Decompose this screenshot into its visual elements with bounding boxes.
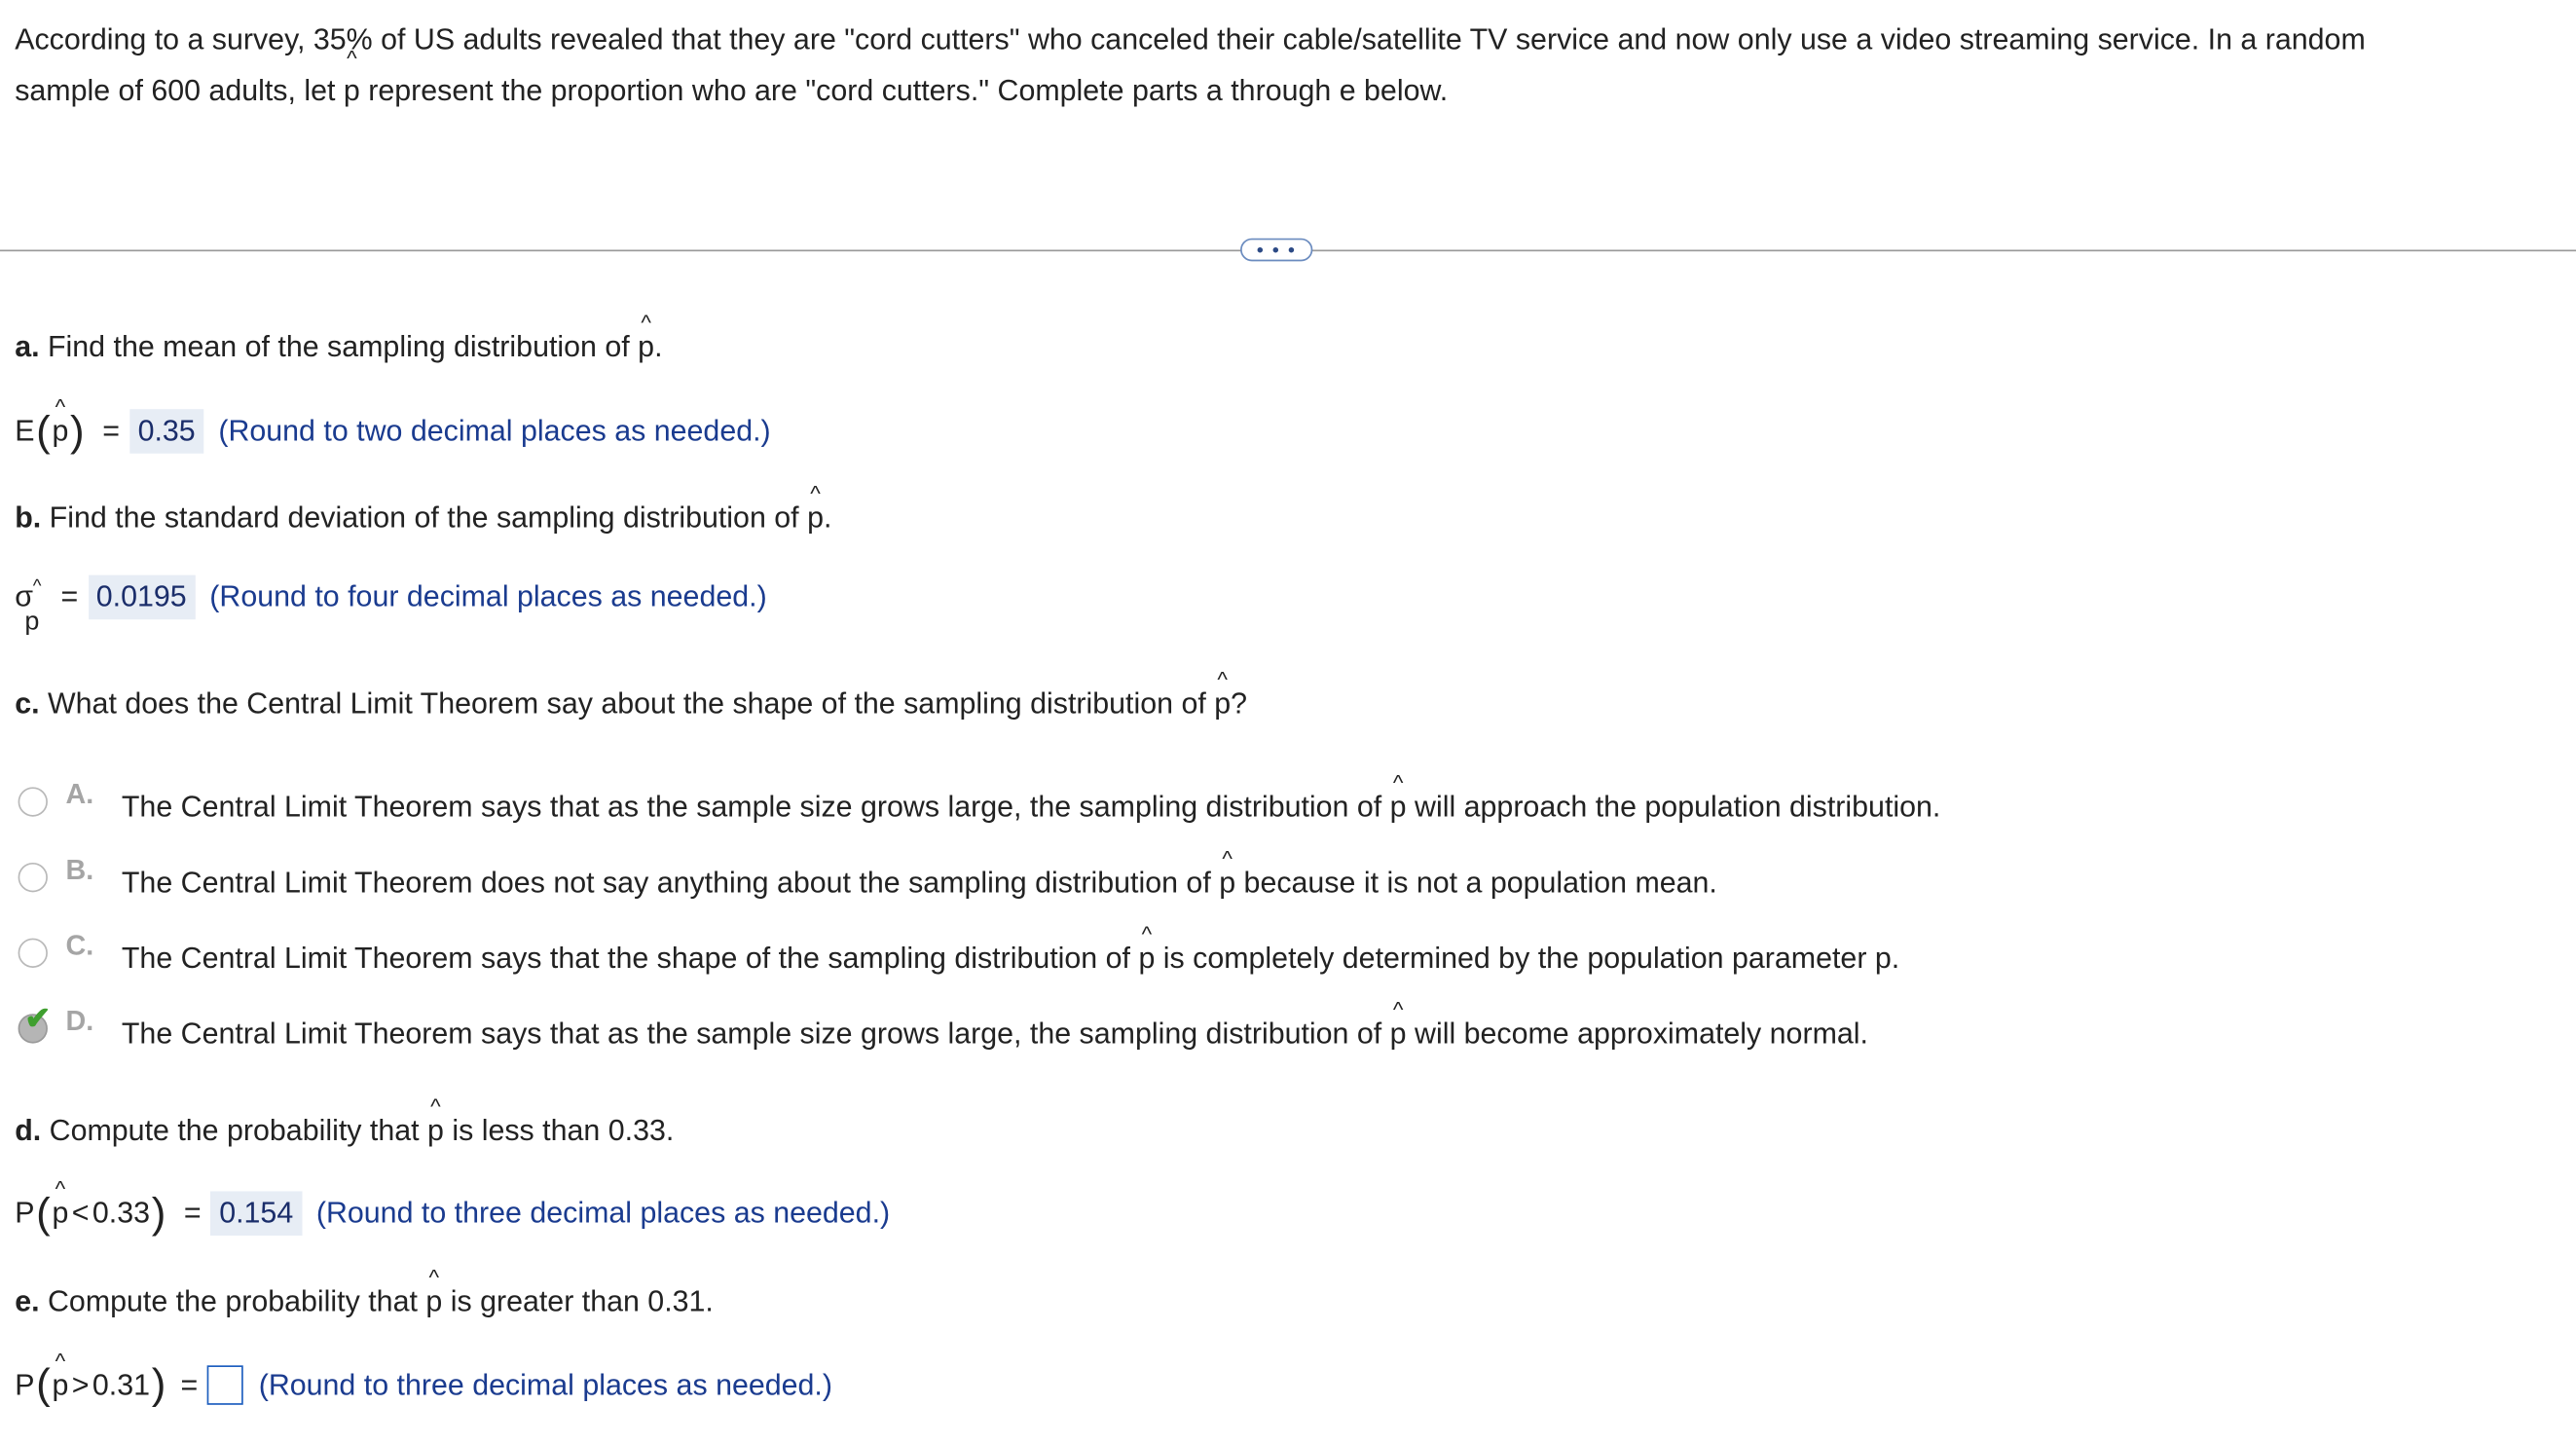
part-c-label: c. [15,686,40,721]
radio-option-a[interactable] [18,787,48,816]
p-hat-symbol: ^ p [344,66,360,117]
p-hat-symbol: ^ p [52,414,68,448]
option-a-text: The Central Limit Theorem says that as the sample size grows large, the sampling distribution of ^ p will approach the population distribution. [122,791,1941,825]
option-c-text: The Central Limit Theorem says that the shape of the sampling distribution of ^ p is completely determined by the population parameter p. [122,942,1899,976]
p-hat-symbol: ^ p [1214,686,1231,721]
intro-line-1: According to a survey, 35% of US adults revealed that they are "cord cutters" who canceled their cable/satellite TV service and now only use a video streaming service. In a random [15,22,2366,56]
p-hat-symbol: ^ p [1138,942,1155,976]
part-b-answer-field[interactable]: 0.0195 [88,575,195,620]
part-a-answer-field[interactable]: 0.35 [129,409,203,454]
problem-statement [15,15,2553,117]
part-d-hint: (Round to three decimal places as needed.) [315,1196,891,1230]
more-options-button[interactable]: • • • [1240,239,1312,262]
option-b[interactable]: B. The Central Limit Theorem does not say anything about the sampling distribution of ^ p because it is not a population mean. [18,863,2319,903]
part-a-hint: (Round to two decimal places as needed.) [218,414,771,447]
option-d-text: The Central Limit Theorem says that as the sample size grows large, the sampling distribution of ^ p will become approximately normal. [122,1018,1868,1052]
part-b-hint: (Round to four decimal places as needed.) [209,579,767,613]
part-c-question: c. What does the Central Limit Theorem say about the shape of the sampling distribution of ^ p? [15,686,1247,721]
part-a-question: a. Find the mean of the sampling distribution of ^ p. [15,330,662,364]
part-b-answer-row: σ ^ p = 0.0195 (Round to four decimal places as needed.) [15,576,767,637]
part-e-question: e. Compute the probability that ^ p is greater than 0.31. [15,1285,714,1319]
intro-line-2a: sample of 600 adults, let [15,73,344,107]
intro-line-2b: represent the proportion who are "cord cutters." Complete parts a through e below. [359,73,1449,107]
part-a-answer-row: E ( ^ p ) = 0.35 (Round to two decimal places as needed.) [15,409,770,454]
p-hat-symbol: ^ p [52,1368,68,1402]
option-a[interactable]: A. The Central Limit Theorem says that as the sample size grows large, the sampling distribution of ^ p will approach the population distribution. [18,787,2319,827]
part-d-label: d. [15,1114,42,1147]
p-hat-symbol: ^ p [1219,866,1235,900]
part-e-answer-input[interactable] [207,1365,243,1405]
option-c[interactable]: C. The Central Limit Theorem says that the shape of the sampling distribution of ^ p is completely determined by the population parameter p. [18,939,2319,979]
part-a-label: a. [15,330,40,363]
option-d[interactable]: ✔ D. The Central Limit Theorem says that as the sample size grows large, the sampling distribution of ^ p will become approximately normal. [18,1014,2319,1054]
p-hat-symbol: ^ p [1390,1018,1407,1052]
sigma-p-hat-symbol: σ ^ p [15,576,42,637]
radio-option-c[interactable] [18,939,48,968]
part-e-label: e. [15,1284,40,1318]
p-hat-symbol: ^ p [638,330,654,364]
part-d-answer-row: P ( ^ p < 0.33 ) = 0.154 (Round to three decimal places as needed.) [15,1191,890,1236]
part-b-question: b. Find the standard deviation of the sampling distribution of ^ p. [15,501,831,536]
p-hat-symbol: ^ p [807,501,824,536]
part-e-answer-row: P ( ^ p > 0.31 ) = (Round to three decimal places as needed.) [15,1364,832,1407]
option-b-text: The Central Limit Theorem does not say anything about the sampling distribution of ^ p because it is not a population mean. [122,866,1717,900]
p-hat-symbol: ^ p [52,1197,68,1231]
p-hat-symbol: ^ p [427,1114,444,1148]
checkmark-icon: ✔ [24,1002,52,1037]
part-d-question: d. Compute the probability that ^ p is less than 0.33. [15,1114,674,1148]
part-b-label: b. [15,500,42,535]
part-e-hint: (Round to three decimal places as needed.) [258,1367,833,1401]
p-hat-symbol: ^ p [1390,791,1407,825]
p-hat-symbol: ^ p [425,1285,442,1319]
radio-option-b[interactable] [18,863,48,892]
part-d-answer-field[interactable]: 0.154 [211,1191,302,1236]
